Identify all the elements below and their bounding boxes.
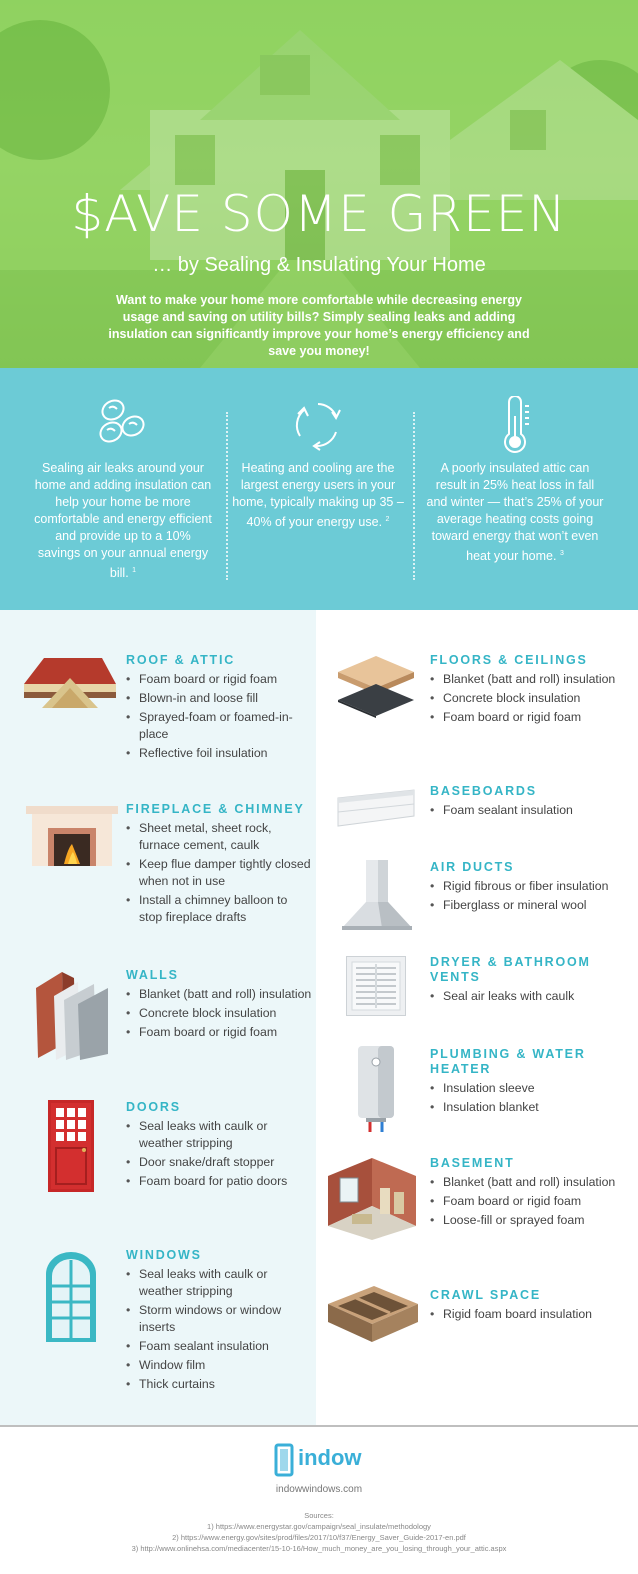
source-link[interactable]: 1) https://www.energystar.gov/campaign/seal_insulate/methodology	[207, 1522, 431, 1531]
footer	[0, 1425, 638, 1574]
bullet-list	[430, 671, 630, 726]
area-dryer-bathroom-vents	[430, 955, 630, 1007]
area-walls	[126, 968, 312, 1043]
list-item: • Storm windows or window inserts	[126, 1302, 312, 1336]
list-item: • Thick curtains	[126, 1376, 312, 1393]
area-crawl-space	[430, 1288, 630, 1325]
list-item: • Foam sealant insulation	[430, 802, 630, 819]
area-title: BASEMENT	[430, 1156, 515, 1170]
list-item: • Concrete block insulation	[126, 1005, 312, 1022]
list-item: • Foam sealant insulation	[126, 1338, 312, 1355]
list-item: • Seal leaks with caulk or weather stripping	[126, 1266, 312, 1300]
bullet-list	[430, 1080, 630, 1116]
area-air-ducts	[430, 860, 630, 916]
basement-icon	[326, 1156, 418, 1240]
list-item: • Reflective foil insulation	[126, 745, 312, 762]
list-item: • Sheet metal, sheet rock, furnace cement, caulk	[126, 820, 312, 854]
list-item: • Foam board or rigid foam	[430, 1193, 630, 1210]
crawl-space-icon	[326, 1284, 420, 1342]
stat-text: Sealing air leaks around your home and adding insulation can help your home be more comfortable and energy efficient and provide up to a 10% savings on your annual energy bill. $^1$	[34, 461, 212, 581]
wall-icon	[34, 968, 110, 1060]
area-plumbing-water-heater	[430, 1047, 630, 1118]
source-link[interactable]: 2) https://www.energy.gov/sites/prod/files/2017/10/f37/Energy_Saver_Guide-2017-en.pdf	[172, 1533, 466, 1542]
list-item: • Fiberglass or mineral wool	[430, 897, 630, 914]
brand-logo[interactable]: indow	[298, 1445, 362, 1470]
area-windows	[126, 1248, 312, 1395]
bullet-list	[126, 671, 312, 762]
window-icon	[44, 1250, 98, 1342]
list-item: • Foam board or rigid foam	[126, 671, 312, 688]
area-title: WINDOWS	[126, 1248, 202, 1262]
list-item: • Insulation blanket	[430, 1099, 630, 1116]
bullet-list	[430, 878, 630, 914]
water-heater-icon	[356, 1044, 396, 1132]
indow-logo-icon	[274, 1443, 294, 1477]
stat-text: A poorly insulated attic can result in 25% heat loss in fall and winter — that’s 25% of your average heating costs going toward energy that won’t even heat your home. $^3$	[426, 461, 604, 564]
list-item: • Concrete block insulation	[430, 690, 630, 707]
area-title: DOORS	[126, 1100, 181, 1114]
divider	[226, 412, 228, 580]
list-item: • Blown-in and loose fill	[126, 690, 312, 707]
list-item: • Install a chimney balloon to stop fireplace drafts	[126, 892, 312, 926]
page-title: $AVE SOME GREEN	[71, 185, 567, 243]
area-baseboards	[430, 784, 630, 821]
list-item: • Blanket (batt and roll) insulation	[126, 986, 312, 1003]
list-item: • Door snake/draft stopper	[126, 1154, 312, 1171]
list-item: • Rigid foam board insulation	[430, 1306, 630, 1323]
bullet-list	[126, 820, 312, 926]
intro-text: Want to make your home more comfortable while decreasing energy usage and saving on utility bills? Simply sealing leaks and adding insulation can significantly improve your home’s energy efficiency and save you money!	[108, 293, 530, 358]
thermometer-icon	[489, 396, 541, 454]
list-item: • Window film	[126, 1357, 312, 1374]
area-title: FLOORS & CEILINGS	[430, 653, 588, 667]
stat-column	[34, 368, 212, 610]
coins-icon	[97, 396, 149, 454]
list-item: • Seal leaks with caulk or weather stripping	[126, 1118, 312, 1152]
area-basement	[430, 1156, 630, 1231]
source-link[interactable]: 3) http://www.onlinehsa.com/mediacenter/15-10-16/How_much_money_are_you_losing_through_your_attic.aspx	[131, 1544, 507, 1553]
stat-column	[229, 368, 407, 610]
list-item: • Keep flue damper tightly closed when not in use	[126, 856, 312, 890]
area-title: FIREPLACE & CHIMNEY	[126, 802, 305, 816]
area-roof-attic	[126, 653, 312, 764]
list-item: • Sprayed-foam or foamed-in-place	[126, 709, 312, 743]
bullet-list	[430, 1306, 630, 1323]
area-floors-ceilings	[430, 653, 630, 728]
area-title: ROOF & ATTIC	[126, 653, 236, 667]
bullet-list	[126, 1118, 312, 1190]
stat-column	[426, 368, 604, 610]
area-title: PLUMBING & WATER HEATER	[430, 1047, 586, 1076]
list-item: • Foam board for patio doors	[126, 1173, 312, 1190]
area-fireplace-chimney	[126, 802, 312, 928]
vent-icon	[346, 956, 406, 1016]
list-item: • Blanket (batt and roll) insulation	[430, 671, 630, 688]
list-item: • Seal air leaks with caulk	[430, 988, 630, 1005]
area-title: AIR DUCTS	[430, 860, 515, 874]
energy-stats-section	[0, 368, 638, 610]
website-link[interactable]: indowwindows.com	[275, 1484, 363, 1495]
baseboard-icon	[336, 786, 416, 828]
bullet-list	[126, 1266, 312, 1393]
list-item: • Loose-fill or sprayed foam	[430, 1212, 630, 1229]
area-title: WALLS	[126, 968, 179, 982]
bullet-list	[430, 988, 630, 1005]
door-icon	[48, 1100, 94, 1192]
fireplace-icon	[26, 806, 118, 866]
left-panel	[0, 610, 316, 1425]
recycle-arrows-icon	[292, 396, 344, 454]
area-title: BASEBOARDS	[430, 784, 537, 798]
insulation-areas-section	[0, 610, 638, 1425]
hero-banner	[0, 0, 638, 368]
area-doors	[126, 1100, 312, 1192]
list-item: • Insulation sleeve	[430, 1080, 630, 1097]
list-item: • Foam board or rigid foam	[430, 709, 630, 726]
page-subtitle: … by Sealing & Insulating Your Home	[152, 254, 486, 276]
list-item: • Foam board or rigid foam	[126, 1024, 312, 1041]
stat-text: Heating and cooling are the largest energy users in your home, typically making up 35 – 40% of your energy use. $^2$	[232, 461, 404, 530]
bullet-list	[430, 802, 630, 819]
floor-icon	[336, 654, 416, 718]
sources-heading: Sources:	[304, 1511, 334, 1520]
divider	[413, 412, 415, 580]
area-title: CRAWL SPACE	[430, 1288, 542, 1302]
list-item: • Blanket (batt and roll) insulation	[430, 1174, 630, 1191]
area-title: DRYER & BATHROOM VENTS	[430, 955, 591, 984]
bullet-list	[126, 986, 312, 1041]
list-item: • Rigid fibrous or fiber insulation	[430, 878, 630, 895]
roof-icon	[22, 654, 118, 708]
bullet-list	[430, 1174, 630, 1229]
air-duct-icon	[342, 860, 412, 932]
